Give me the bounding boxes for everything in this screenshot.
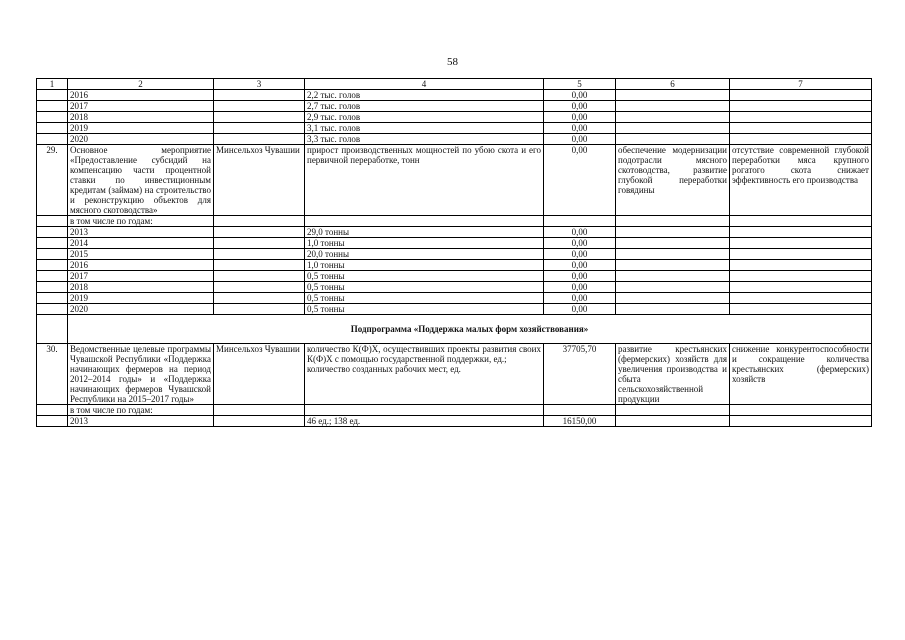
amount-cell: 0,00 [544, 227, 616, 238]
table-row [37, 90, 872, 101]
col-header: 1 [37, 79, 68, 90]
event-cell: Ведомственные целевые программы Чувашской Республики «Поддержка начинающих фермеров на период 2012–2014 годы» и «Поддержка начинающих фермеров Чувашской Республики на 2015–2017 годы» [68, 344, 214, 405]
amount-cell: 0,00 [544, 101, 616, 112]
year-cell: 2017 [68, 101, 214, 112]
amount-cell: 0,00 [544, 90, 616, 101]
table-row [37, 238, 872, 249]
indicator-cell: 2,2 тыс. голов [305, 90, 544, 101]
table-row [37, 249, 872, 260]
program-table [36, 78, 872, 427]
indicator-cell: 46 ед.; 138 ед. [305, 416, 544, 427]
indicator-cell: 1,0 тонны [305, 238, 544, 249]
table-row [37, 282, 872, 293]
table-row [37, 227, 872, 238]
amount-cell: 0,00 [544, 293, 616, 304]
indicator-cell: 2,7 тыс. голов [305, 101, 544, 112]
table-row [37, 271, 872, 282]
in-total-label: в том числе по годам: [68, 405, 214, 416]
indicator-cell: 0,5 тонны [305, 271, 544, 282]
year-cell: 2014 [68, 238, 214, 249]
table-row [37, 112, 872, 123]
consequence-cell: отсутствие современной глубокой переработки мяса крупного рогатого скота снижает эффективность его производства [730, 145, 872, 216]
table-row [37, 304, 872, 315]
table-row [37, 293, 872, 304]
amount-cell: 0,00 [544, 123, 616, 134]
amount-cell: 0,00 [544, 260, 616, 271]
indicator-cell: 29,0 тонны [305, 227, 544, 238]
indicator-line: количество созданных рабочих мест, ед. [307, 364, 461, 374]
col-header: 4 [305, 79, 544, 90]
event-cell: Основное мероприятие «Предоставление субсидий на компенсацию части процентной ставки по инвестиционным кредитам (займам) на строительство и реконструкцию объектов для мясного скотоводства» [68, 145, 214, 216]
row-number: 29. [37, 145, 68, 216]
table-row [37, 216, 872, 227]
col-header: 3 [214, 79, 305, 90]
amount-cell: 0,00 [544, 238, 616, 249]
indicator-cell: 1,0 тонны [305, 260, 544, 271]
row-number: 30. [37, 344, 68, 405]
year-cell: 2018 [68, 112, 214, 123]
indicator-cell: 2,9 тыс. голов [305, 112, 544, 123]
year-cell: 2020 [68, 304, 214, 315]
table-row [37, 260, 872, 271]
year-cell: 2017 [68, 271, 214, 282]
indicator-cell: прирост производственных мощностей по убою скота и его первичной переработке, тонн [305, 145, 544, 216]
amount-cell: 37705,70 [544, 344, 616, 405]
col-header: 6 [616, 79, 730, 90]
col-header: 5 [544, 79, 616, 90]
indicator-cell: 3,3 тыс. голов [305, 134, 544, 145]
in-total-label: в том числе по годам: [68, 216, 214, 227]
indicator-cell: 0,5 тонны [305, 282, 544, 293]
table-row [37, 134, 872, 145]
indicator-cell: 20,0 тонны [305, 249, 544, 260]
table-row-29 [37, 145, 872, 216]
amount-cell: 0,00 [544, 282, 616, 293]
indicator-cell: 3,1 тыс. голов [305, 123, 544, 134]
amount-cell: 0,00 [544, 249, 616, 260]
indicator-cell: 0,5 тонны [305, 304, 544, 315]
indicator-cell: 0,5 тонны [305, 293, 544, 304]
table-row [37, 416, 872, 427]
table-row-30 [37, 344, 872, 405]
amount-cell: 0,00 [544, 145, 616, 216]
table-row [37, 405, 872, 416]
table-row [37, 123, 872, 134]
year-cell: 2016 [68, 260, 214, 271]
amount-cell: 0,00 [544, 304, 616, 315]
subprogram-row [37, 315, 872, 344]
table-row [37, 101, 872, 112]
year-cell: 2020 [68, 134, 214, 145]
year-cell: 2013 [68, 416, 214, 427]
year-cell: 2015 [68, 249, 214, 260]
executor-cell: Минсельхоз Чувашии [214, 145, 305, 216]
column-number-row [37, 79, 872, 90]
amount-cell: 16150,00 [544, 416, 616, 427]
indicator-cell [305, 344, 544, 405]
consequence-cell: снижение конкурентоспособности и сокращение количества крестьянских (фермерских) хозяйств [730, 344, 872, 405]
page-number: 58 [447, 56, 458, 68]
amount-cell: 0,00 [544, 112, 616, 123]
executor-cell: Минсельхоз Чувашии [214, 344, 305, 405]
year-cell: 2013 [68, 227, 214, 238]
year-cell: 2019 [68, 293, 214, 304]
subprogram-title: Подпрограмма «Поддержка малых форм хозяйствования» [68, 315, 872, 344]
result-cell: развитие крестьянских (фермерских) хозяйств для увеличения производства и сбыта сельскохозяйственной продукции [616, 344, 730, 405]
year-cell: 2016 [68, 90, 214, 101]
col-header: 7 [730, 79, 872, 90]
amount-cell: 0,00 [544, 134, 616, 145]
col-header: 2 [68, 79, 214, 90]
indicator-line: количество К(Ф)Х, осуществивших проекты развития своих К(Ф)Х с помощью государственной поддержки, ед.; [307, 344, 541, 364]
year-cell: 2018 [68, 282, 214, 293]
amount-cell: 0,00 [544, 271, 616, 282]
result-cell: обеспечение модернизации подотрасли мясного скотоводства, развитие глубокой переработки говядины [616, 145, 730, 216]
year-cell: 2019 [68, 123, 214, 134]
